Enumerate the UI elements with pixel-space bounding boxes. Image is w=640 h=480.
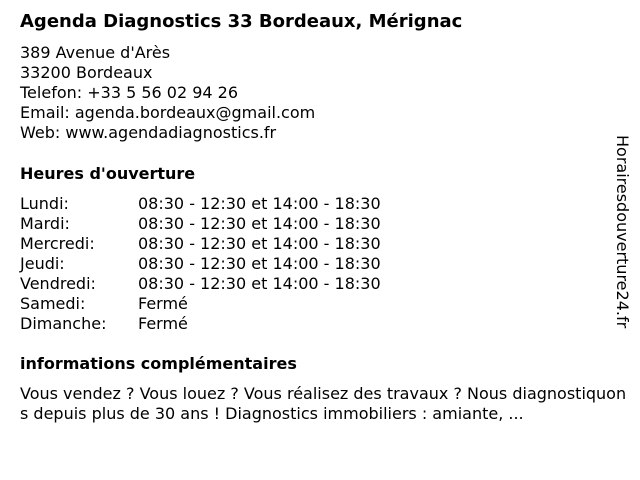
day-label: Dimanche: [20, 314, 107, 333]
contact-block [20, 43, 315, 143]
hours-value: 08:30 - 12:30 et 14:00 - 18:30 [138, 274, 381, 293]
day-label: Lundi: [20, 194, 69, 213]
hours-value: 08:30 - 12:30 et 14:00 - 18:30 [138, 234, 381, 253]
website-address: Web: www.agendadiagnostics.fr [20, 123, 277, 142]
address-street: 389 Avenue d'Arès [20, 43, 171, 62]
email-address: Email: agenda.bordeaux@gmail.com [20, 103, 316, 122]
hours-value: 08:30 - 12:30 et 14:00 - 18:30 [138, 254, 381, 273]
additional-info-heading: informations complémentaires [20, 354, 297, 373]
day-label: Mardi: [20, 214, 70, 233]
hours-value: Fermé [138, 294, 188, 313]
business-name: Agenda Diagnostics 33 Bordeaux, Mérignac [20, 11, 463, 32]
phone-number: Telefon: +33 5 56 02 94 26 [20, 83, 239, 102]
additional-info-text: Vous vendez ? Vous louez ? Vous réalisez des travaux ? Nous diagnostiquons depuis plus de 30 ans ! Diagnostics immobiliers : amiante, ... [20, 384, 627, 423]
site-watermark: Horairesdouverture24.fr [613, 135, 632, 329]
day-label: Samedi: [20, 294, 86, 313]
address-city: 33200 Bordeaux [20, 63, 153, 82]
day-label: Vendredi: [20, 274, 96, 293]
day-label: Mercredi: [20, 234, 95, 253]
hours-value: 08:30 - 12:30 et 14:00 - 18:30 [138, 194, 381, 213]
opening-hours-heading: Heures d'ouverture [20, 164, 196, 183]
hours-value: Fermé [138, 314, 188, 333]
hours-value: 08:30 - 12:30 et 14:00 - 18:30 [138, 214, 381, 233]
day-label: Jeudi: [20, 254, 65, 273]
